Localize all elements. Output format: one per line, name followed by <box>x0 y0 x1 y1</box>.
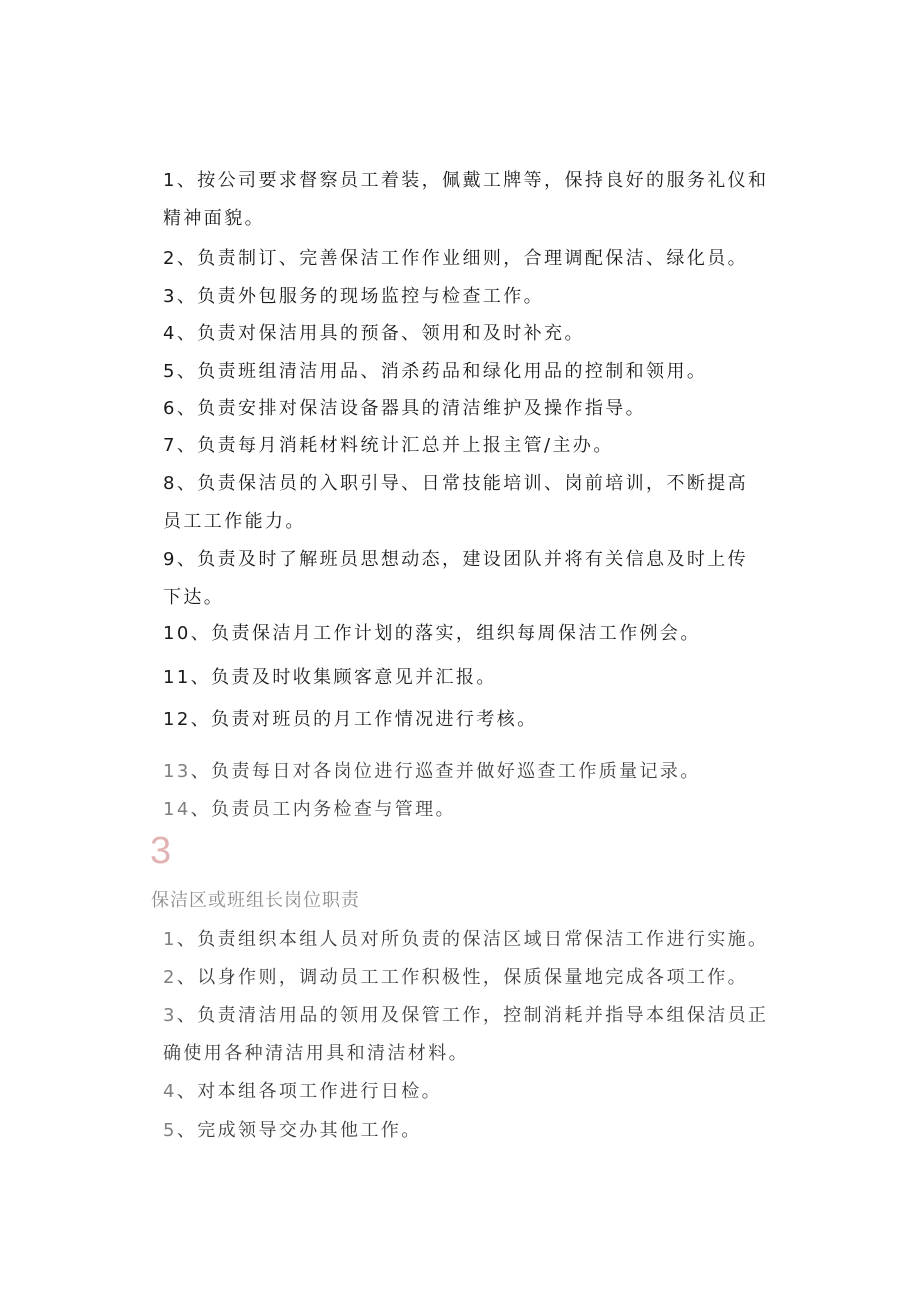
list-item <box>163 921 768 959</box>
item-text: 、负责安排对保洁设备器具的清洁维护及操作指导。 <box>176 398 647 419</box>
item-number: 8 <box>163 473 177 494</box>
list-item <box>163 701 538 739</box>
list-item <box>163 659 497 697</box>
item-text: 、负责制订、完善保洁工作作业细则，合理调配保洁、绿化员。 <box>176 248 749 269</box>
item-number: 4 <box>163 323 177 344</box>
item-number: 6 <box>163 398 177 419</box>
item-text: 、负责员工内务检查与管理。 <box>190 799 456 820</box>
item-text: 、负责组织本组人员对所负责的保洁区域日常保洁工作进行实施。 <box>176 929 769 950</box>
list-item <box>163 1073 442 1111</box>
item-text-continued: 确使用各种清洁用具和清洁材料。 <box>163 1043 469 1064</box>
item-number: 2 <box>163 248 177 269</box>
list-item <box>163 615 701 653</box>
item-text: 、完成领导交办其他工作。 <box>176 1120 422 1141</box>
item-number: 3 <box>163 286 177 307</box>
list-item <box>163 390 646 428</box>
list-item <box>163 427 614 465</box>
list-item <box>163 465 748 541</box>
item-number: 1 <box>163 929 177 950</box>
list-item <box>163 315 585 353</box>
item-text: 、负责每月消耗材料统计汇总并上报主管/主办。 <box>176 435 614 456</box>
list-item <box>163 959 748 997</box>
item-number: 1 <box>163 170 177 191</box>
item-text-continued: 下达。 <box>163 587 225 608</box>
item-number: 2 <box>163 967 177 988</box>
item-number: 3 <box>163 1005 177 1026</box>
list-item <box>163 791 456 829</box>
item-text: 、负责保洁月工作计划的落实，组织每周保洁工作例会。 <box>190 623 701 644</box>
list-item <box>163 278 544 316</box>
item-number: 5 <box>163 361 177 382</box>
list-item <box>163 353 707 391</box>
item-text: 、负责对保洁用具的预备、领用和及时补充。 <box>176 323 585 344</box>
item-number: 7 <box>163 435 177 456</box>
item-text: 、负责清洁用品的领用及保管工作，控制消耗并指导本组保洁员正 <box>176 1005 769 1026</box>
list-item <box>163 1112 422 1150</box>
item-number: 9 <box>163 549 177 570</box>
item-number: 4 <box>163 1081 177 1102</box>
item-number: 14 <box>163 799 191 820</box>
list-item <box>163 997 768 1073</box>
item-number: 10 <box>163 623 191 644</box>
item-text: 、以身作则，调动员工工作积极性，保质保量地完成各项工作。 <box>176 967 749 988</box>
item-text: 、负责每日对各岗位进行巡查并做好巡查工作质量记录。 <box>190 761 701 782</box>
item-text: 、按公司要求督察员工着装，佩戴工牌等，保持良好的服务礼仪和 <box>176 170 769 191</box>
item-text: 、负责及时收集顾客意见并汇报。 <box>190 667 497 688</box>
item-text: 、负责班组清洁用品、消杀药品和绿化用品的控制和领用。 <box>176 361 708 382</box>
item-text-continued: 精神面貌。 <box>163 208 265 229</box>
item-number: 12 <box>163 709 191 730</box>
list-item <box>163 541 748 617</box>
item-number: 11 <box>163 667 191 688</box>
section-number: 3 <box>150 830 172 872</box>
item-text: 、负责保洁员的入职引导、日常技能培训、岗前培训，不断提高 <box>176 473 749 494</box>
item-text: 、负责及时了解班员思想动态，建设团队并将有关信息及时上传 <box>176 549 749 570</box>
list-item <box>163 753 701 791</box>
item-text: 、负责对班员的月工作情况进行考核。 <box>190 709 538 730</box>
list-item <box>163 162 768 238</box>
item-text: 、对本组各项工作进行日检。 <box>176 1081 443 1102</box>
section-title: 保洁区或班组长岗位职责 <box>151 890 360 911</box>
item-text: 、负责外包服务的现场监控与检查工作。 <box>176 286 545 307</box>
item-text-continued: 员工工作能力。 <box>163 511 306 532</box>
item-number: 5 <box>163 1120 177 1141</box>
item-number: 13 <box>163 761 191 782</box>
list-item <box>163 240 748 278</box>
